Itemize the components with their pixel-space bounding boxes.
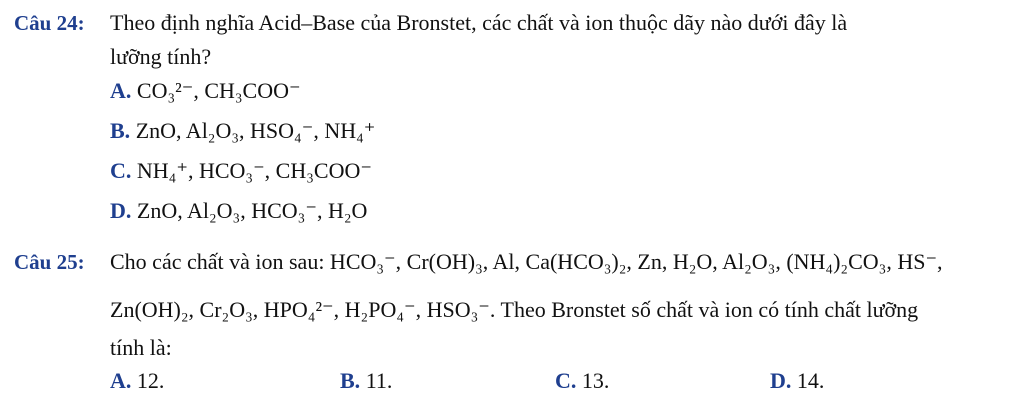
q24-option-b-letter: B. <box>110 118 136 143</box>
q25-option-a-content: 12. <box>136 368 165 393</box>
q24-option-a-letter: A. <box>110 78 137 103</box>
q25-option-a-letter: A. <box>110 368 137 393</box>
question-25-text-line3: tính là: <box>110 335 172 360</box>
question-24-text-line1: Theo định nghĩa Acid–Base của Bronstet, các chất và ion thuộc dãy nào dưới đây là <box>110 10 848 35</box>
q25-option-d-content: 14. <box>796 368 825 393</box>
q25-option-a[interactable] <box>110 367 164 395</box>
q24-option-b[interactable] <box>110 117 375 145</box>
question-25-text-line1: Cho các chất và ion sau: HCO₃⁻, Cr(OH)₃, Al, Ca(HCO₃)₂, Zn, H₂O, Al₂O₃, (NH₄)₂CO₃, HS⁻, <box>110 249 943 274</box>
q25-option-b-content: 11. <box>365 368 393 393</box>
q25-option-c-letter: C. <box>555 368 582 393</box>
question-25-label: Câu 25: <box>14 250 85 274</box>
q24-option-d-letter: D. <box>110 198 137 223</box>
q24-option-a-content: CO₃²⁻, CH₃COO⁻ <box>136 78 301 103</box>
question-25-text-line2: Zn(OH)₂, Cr₂O₃, HPO₄²⁻, H₂PO₄⁻, HSO₃⁻. Theo Bronstet số chất và ion có tính chất lưỡng <box>110 297 919 322</box>
q24-option-c[interactable] <box>110 157 372 185</box>
q24-option-b-content: ZnO, Al₂O₃, HSO₄⁻, NH₄⁺ <box>135 118 376 143</box>
q25-option-c[interactable] <box>555 367 609 395</box>
question-24-text-line2: lưỡng tính? <box>110 44 212 69</box>
q24-option-d-content: ZnO, Al₂O₃, HCO₃⁻, H₂O <box>136 198 368 223</box>
q24-option-a[interactable] <box>110 77 301 105</box>
q25-option-b-letter: B. <box>340 368 366 393</box>
q24-option-c-content: NH₄⁺, HCO₃⁻, CH₃COO⁻ <box>136 158 372 183</box>
q25-option-d-letter: D. <box>770 368 797 393</box>
q24-option-d[interactable] <box>110 197 367 225</box>
q25-option-b[interactable] <box>340 367 392 395</box>
q24-option-c-letter: C. <box>110 158 137 183</box>
q25-option-d[interactable] <box>770 367 824 395</box>
question-24-label: Câu 24: <box>14 11 85 35</box>
q25-option-c-content: 13. <box>581 368 610 393</box>
